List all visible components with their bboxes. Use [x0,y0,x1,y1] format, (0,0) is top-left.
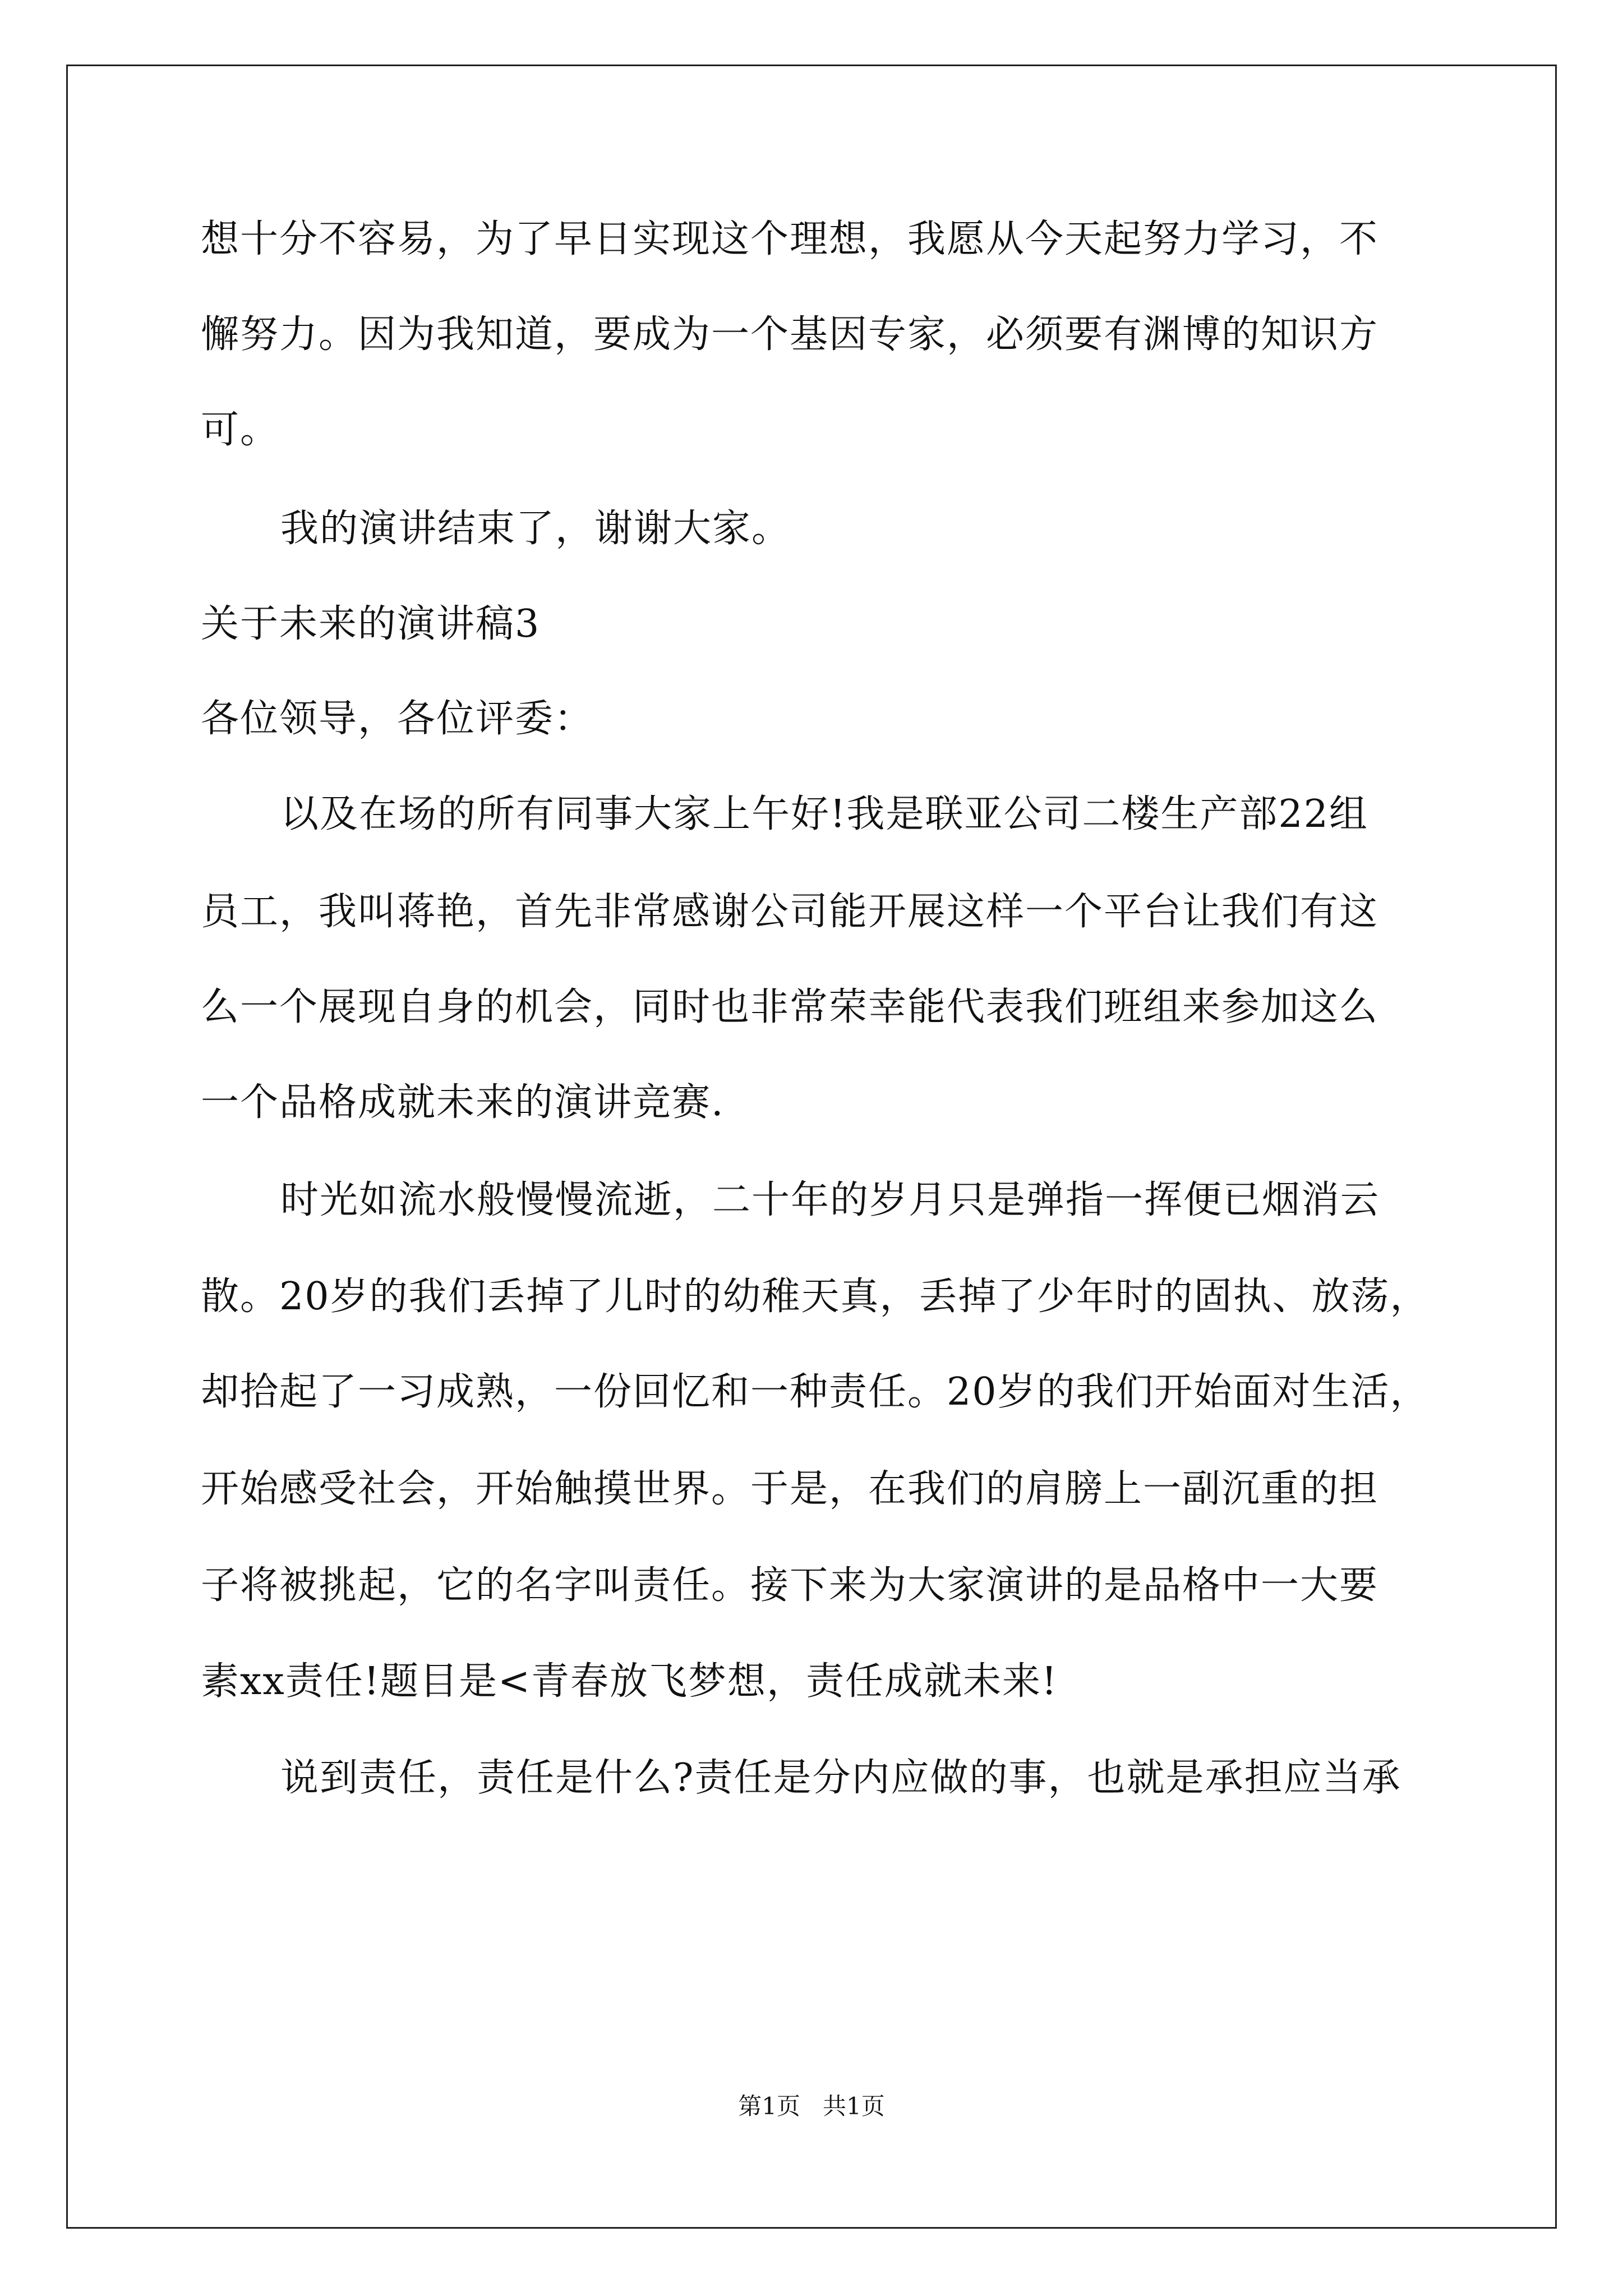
text-line: 可。 [201,408,280,452]
text-line: 一个品格成就未来的演讲竞赛. [201,1080,725,1125]
text-line: 子将被挑起，它的名字叫责任。接下来为大家演讲的是品格中一大要 [201,1563,1379,1608]
page-border [66,65,1557,2229]
text-line: 说到责任，责任是什么?责任是分内应做的事，也就是承担应当承 [280,1756,1401,1800]
page-footer: 第1页 共1页 [738,2092,885,2120]
text-line: 员工，我叫蒋艳，首先非常感谢公司能开展这样一个平台让我们有这 [201,890,1379,934]
text-line: 以及在场的所有同事大家上午好!我是联亚公司二楼生产部22组 [280,792,1368,836]
text-line: 散。20岁的我们丢掉了儿时的幼稚天真，丢掉了少年时的固执、放荡， [201,1274,1430,1319]
text-line: 我的演讲结束了，谢谢大家。 [280,507,791,551]
text-line: 素xx责任!题目是<青春放飞梦想，责任成就未来! [201,1659,1058,1704]
section-heading: 关于未来的演讲稿3 [201,602,541,646]
text-line: 懈努力。因为我知道，要成为一个基因专家，必须要有渊博的知识方 [201,312,1379,357]
text-line: 开始感受社会，开始触摸世界。于是，在我们的肩膀上一副沉重的担 [201,1467,1379,1511]
text-line: 么一个展现自身的机会，同时也非常荣幸能代表我们班组来参加这么 [201,985,1379,1029]
salutation: 各位领导，各位评委： [201,697,594,741]
text-line: 想十分不容易，为了早日实现这个理想，我愿从今天起努力学习，不 [201,217,1379,261]
text-line: 时光如流水般慢慢流逝，二十年的岁月只是弹指一挥便已烟消云 [280,1178,1380,1222]
text-line: 却拾起了一习成熟，一份回忆和一种责任。20岁的我们开始面对生活， [201,1370,1430,1414]
